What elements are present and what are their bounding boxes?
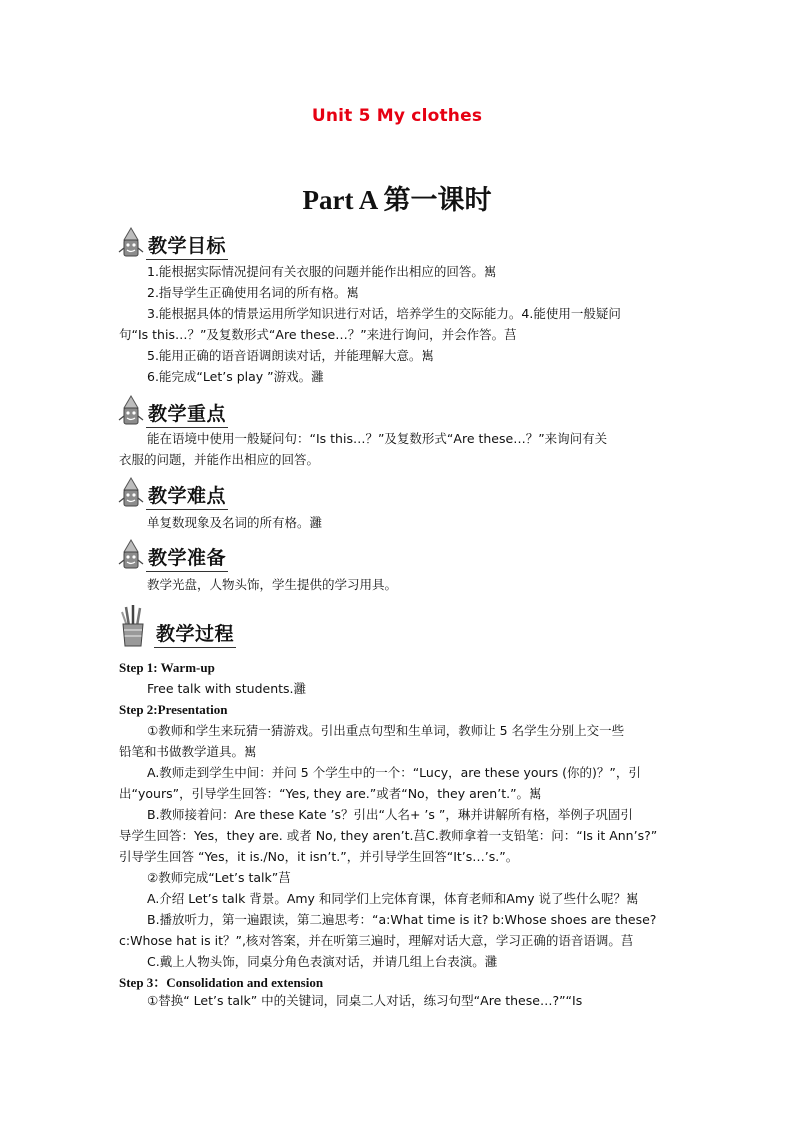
goal-line: 5.能用正确的语音语调朗读对话，并能理解大意。嶲 (147, 348, 434, 363)
step-2-line: 出“yours”，引导学生回答：“Yes, they are.”或者“No，they aren’t.”。嶲 (119, 786, 542, 801)
goal-line: 3.能根据具体的情景运用所学知识进行对话，培养学生的交际能力。4.能使用一般疑问 (147, 306, 621, 321)
section-key-points-header (118, 394, 228, 428)
step-3-line: ①替换“ Let’s talk” 中的关键词，同桌二人对话，练习句型“Are these…?”“Is (147, 993, 583, 1008)
goal-line: 1.能根据实际情况提问有关衣服的问题并能作出相应的回答。嶲 (147, 264, 497, 279)
step-2-line: c:Whose hat is it？”,核对答案，并在听第三遍时，理解对话大意，学习正确的语音语调。莒 (119, 933, 634, 948)
difficulty-line: 单复数现象及名词的所有格。灉 (147, 515, 323, 530)
unit-title: Unit 5 My clothes (311, 106, 483, 126)
section-preparation-title: 教学准备 (146, 543, 228, 572)
step-1-heading: Step 1: Warm-up (119, 660, 215, 675)
key-point-line: 衣服的问题，并能作出相应的回答。 (119, 452, 320, 467)
step-3-heading: Step 3：Consolidation and extension (119, 975, 324, 990)
goal-line: 2.指导学生正确使用名词的所有格。嶲 (147, 285, 359, 300)
section-goals-header (118, 226, 228, 260)
section-process-title: 教学过程 (154, 619, 236, 648)
pencil-mascot-icon (118, 476, 144, 510)
goal-line: 句“Is this…？”及复数形式“Are these…？”来进行询问，并会作答。莒 (119, 327, 517, 342)
step-2-line: 导学生回答：Yes，they are. 或者 No, they aren’t.莒C.教师拿着一支铅笔：问：“Is it Ann’s?” (119, 828, 658, 843)
step-2-line: B.教师接着问：Are these Kate ’s？引出“人名+ ’s ”，琳并讲解所有格，举例子巩固引 (147, 807, 633, 822)
step-2-line: ①教师和学生来玩猜一猜游戏。引出重点句型和生单词，教师让 5 名学生分别上交一些 (147, 723, 625, 738)
part-title: Part A 第一课时 (302, 185, 492, 215)
step-2-line: 铅笔和书做教学道具。嶲 (119, 744, 257, 759)
pencil-mascot-icon (118, 226, 144, 260)
section-difficulties-header (118, 476, 228, 510)
pencil-cup-icon (118, 604, 148, 648)
step-2-heading: Step 2:Presentation (119, 702, 228, 717)
step-1-line: Free talk with students.灉 (147, 681, 307, 696)
step-2-line: A.介绍 Let’s talk 背景。Amy 和同学们上完体育课，体育老师和Amy 说了些什么呢？嶲 (147, 891, 639, 906)
section-goals-title: 教学目标 (146, 231, 228, 260)
section-key-points-title: 教学重点 (146, 399, 228, 428)
pencil-mascot-icon (118, 538, 144, 572)
step-2-line: 引导学生回答 “Yes，it is./No，it isn’t.”，并引导学生回答“It’s…’s.”。 (119, 849, 519, 864)
step-2-line: ②教师完成“Let’s talk”莒 (147, 870, 291, 885)
goal-line: 6.能完成“Let’s play ”游戏。灉 (147, 369, 324, 384)
section-difficulties-title: 教学难点 (146, 481, 228, 510)
pencil-mascot-icon (118, 394, 144, 428)
preparation-line: 教学光盘，人物头饰，学生提供的学习用具。 (147, 577, 398, 592)
section-process-header (118, 604, 236, 648)
key-point-line: 能在语境中使用一般疑问句：“Is this…？”及复数形式“Are these…？”来询问有关 (147, 431, 608, 446)
section-preparation-header (118, 538, 228, 572)
step-2-line: A.教师走到学生中间：并问 5 个学生中的一个：“Lucy，are these yours (你的)？”，引 (147, 765, 641, 780)
step-2-line: B.播放听力，第一遍跟读，第二遍思考：“a:What time is it? b:Whose shoes are these? (147, 912, 657, 927)
step-2-line: C.戴上人物头饰，同桌分角色表演对话，并请几组上台表演。灉 (147, 954, 498, 969)
